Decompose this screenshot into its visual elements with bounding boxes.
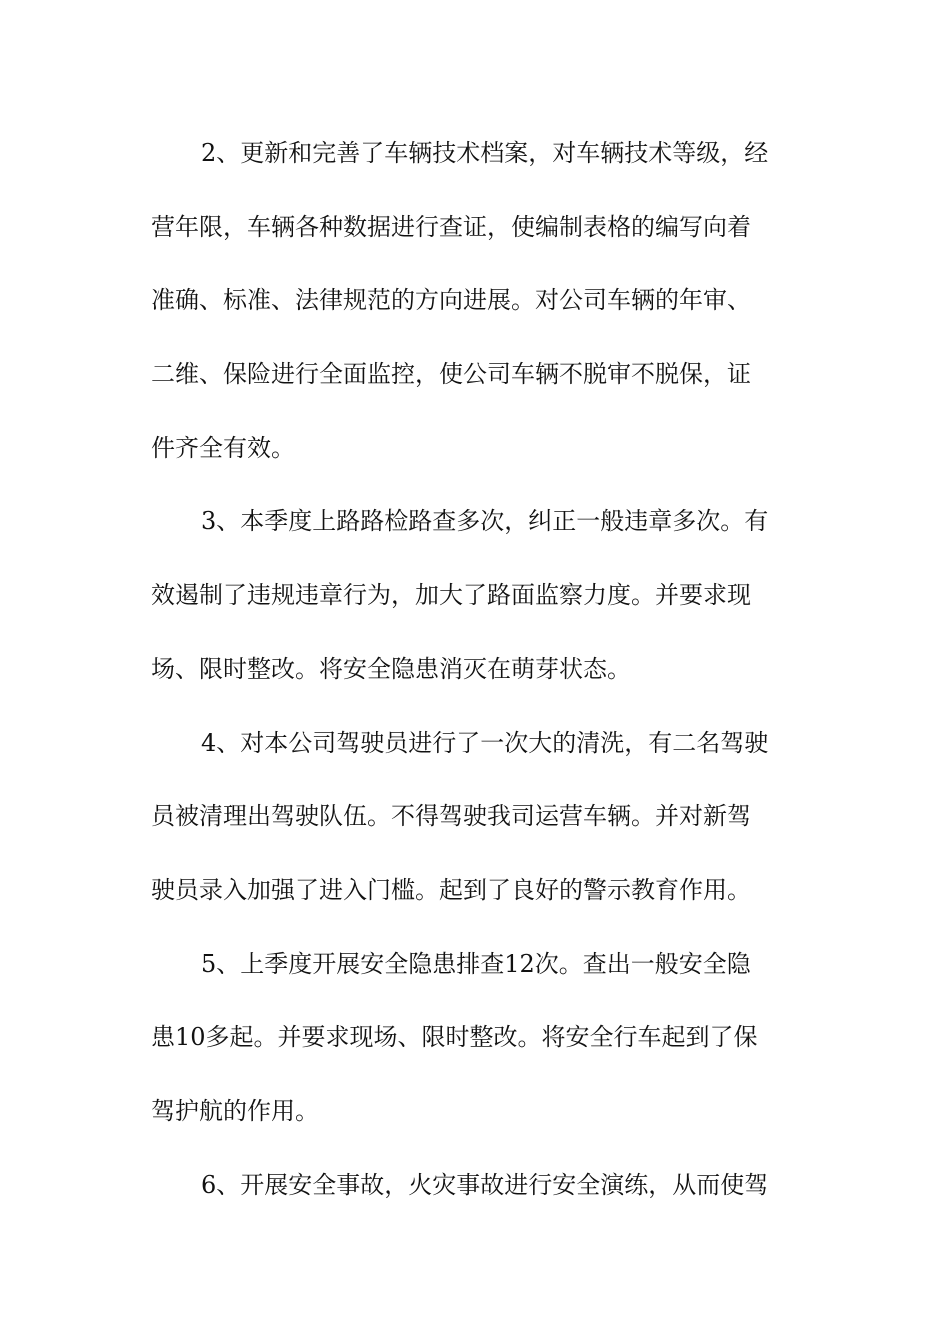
paragraph-4-line-1: 4、对本公司驾驶员进行了一次大的清洗，有二名驾驶: [201, 728, 769, 757]
paragraph-3-line-3: 场、限时整改。将安全隐患消灭在萌芽状态。: [151, 654, 631, 683]
paragraph-2-line-4: 二维、保险进行全面监控，使公司车辆不脱审不脱保，证: [151, 360, 751, 389]
paragraph-2-line-2: 营年限，车辆各种数据进行查证，使编制表格的编写向着: [151, 212, 751, 241]
paragraph-2-line-3: 准确、标准、法律规范的方向进展。对公司车辆的年审、: [151, 286, 751, 315]
paragraph-5-line-1: 5、上季度开展安全隐患排查12次。查出一般安全隐: [201, 949, 751, 978]
paragraph-4-line-3: 驶员录入加强了进入门槛。起到了良好的警示教育作用。: [151, 875, 751, 904]
paragraph-4-line-2: 员被清理出驾驶队伍。不得驾驶我司运营车辆。并对新驾: [151, 802, 751, 831]
paragraph-5-line-3: 驾护航的作用。: [151, 1096, 319, 1125]
paragraph-3-line-1: 3、本季度上路路检路查多次，纠正一般违章多次。有: [201, 507, 769, 536]
paragraph-2-line-5: 件齐全有效。: [151, 433, 295, 462]
paragraph-2-line-1: 2、更新和完善了车辆技术档案，对车辆技术等级，经: [201, 139, 769, 167]
paragraph-6-line-1: 6、开展安全事故，火灾事故进行安全演练，从而使驾: [201, 1170, 769, 1199]
paragraph-5-line-2: 患10多起。并要求现场、限时整改。将安全行车起到了保: [151, 1023, 758, 1052]
paragraph-3-line-2: 效遏制了违规违章行为，加大了路面监察力度。并要求现: [151, 581, 751, 610]
document-body: [151, 128, 811, 1233]
